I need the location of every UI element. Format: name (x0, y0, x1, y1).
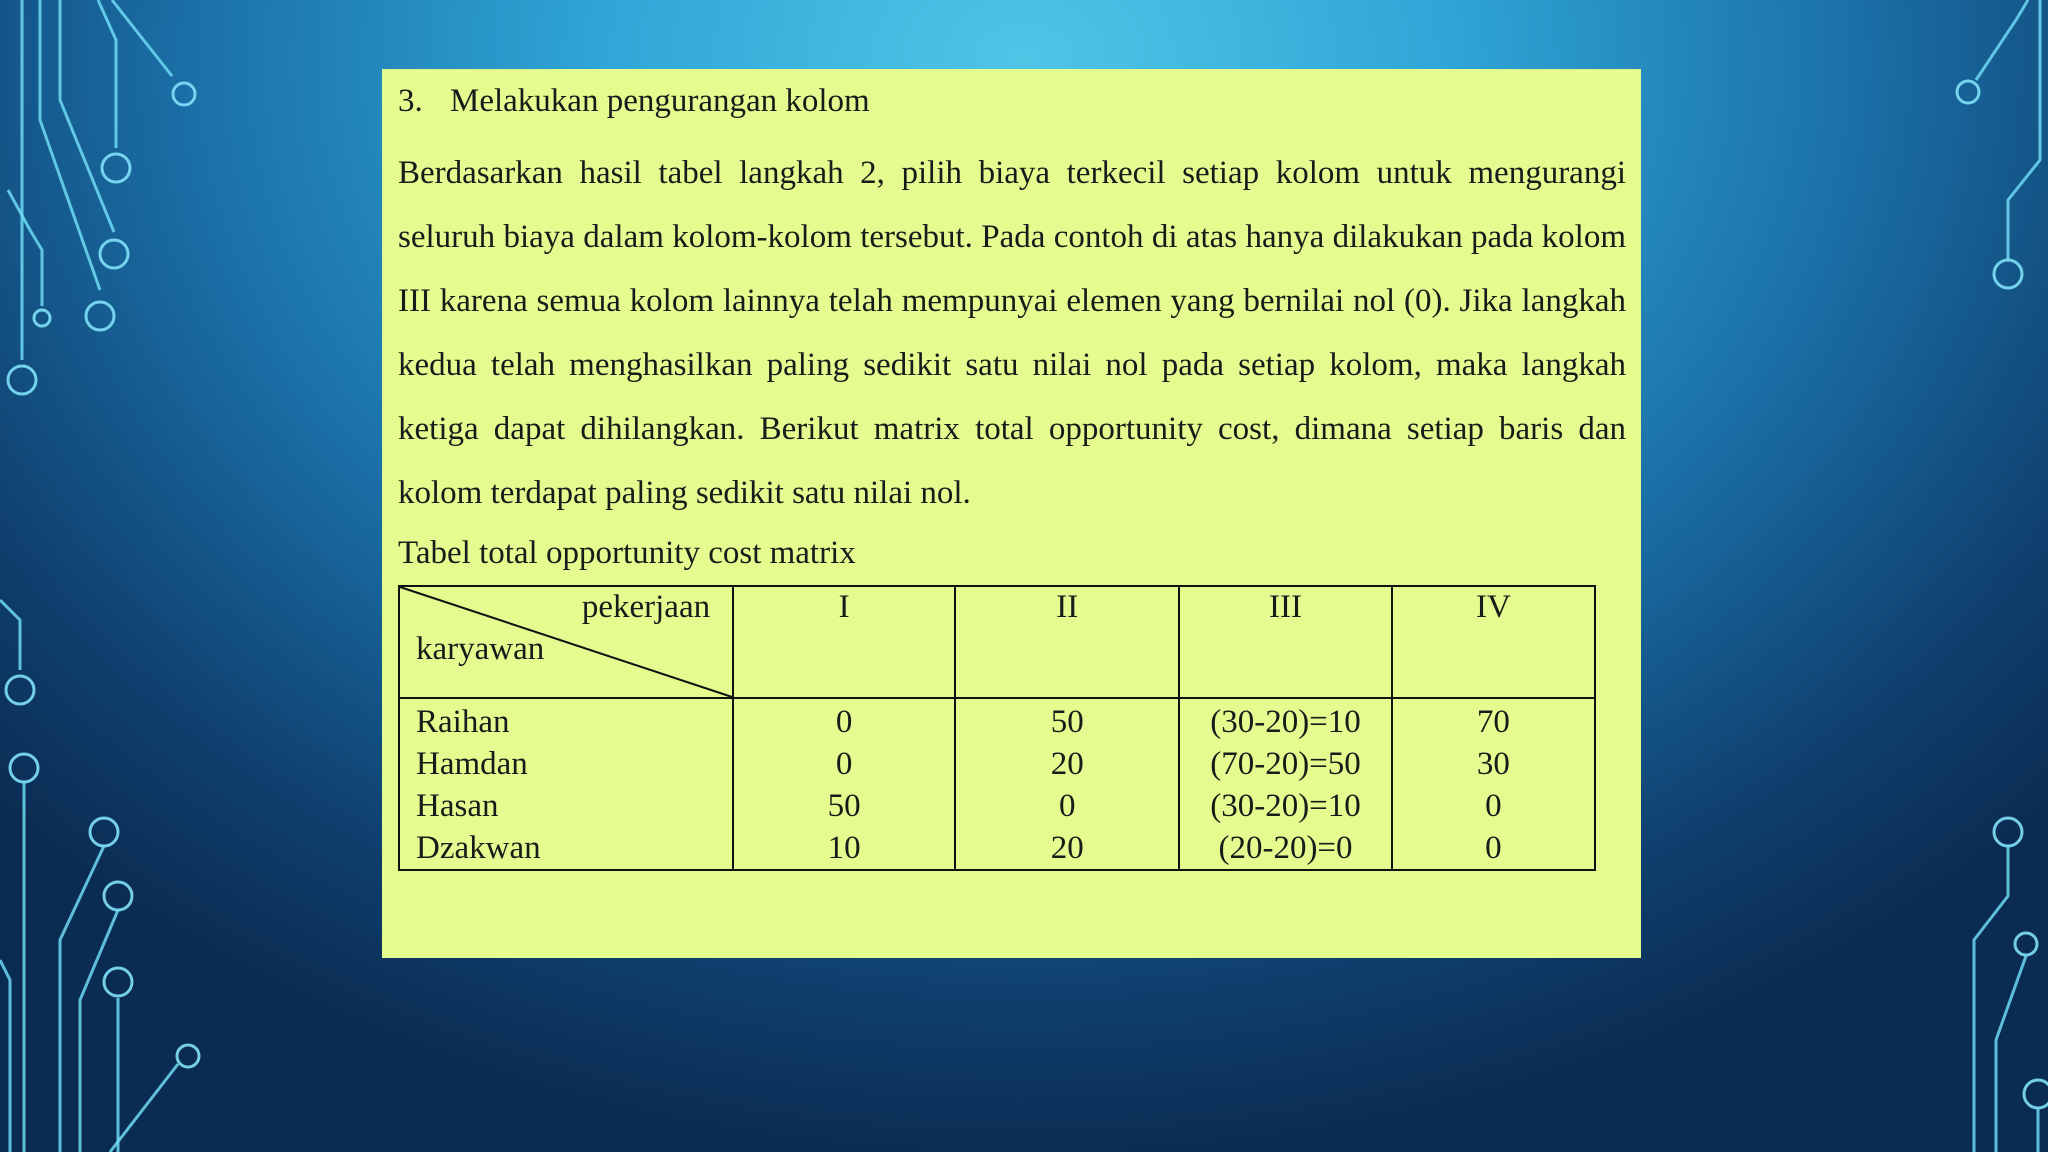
explanation-paragraph: Berdasarkan hasil tabel langkah 2, pilih biaya terkecil setiap kolom untuk mengurangi seluruh biaya dalam kolom-kolom tersebut. Pada contoh di atas hanya dilakukan pada kolom III karena semua kolom lainnya telah mempunyai elemen yang bernilai nol (0). Jika langkah kedua telah menghasilkan paling sedikit satu nilai nol pada setiap kolom, maka langkah ketiga dapat dihilangkan. Berikut matrix total opportunity cost, dimana setiap baris dan kolom terdapat paling sedikit satu nilai nol. (398, 155, 1626, 511)
opportunity-cost-table (398, 585, 1596, 871)
column-header: I (733, 586, 955, 698)
table-cell: (20-20)=0 (1218, 830, 1353, 866)
row-name: Raihan (416, 704, 510, 740)
column-iii-values (1179, 698, 1391, 870)
table-body-row (399, 698, 1595, 870)
corner-header-cell (399, 586, 733, 698)
table-cell: 50 (1050, 704, 1084, 740)
section-title: Melakukan pengurangan kolom (450, 83, 870, 119)
table-cell: 0 (1059, 788, 1076, 824)
table-cell: 70 (1476, 704, 1510, 740)
content-image-panel (382, 69, 1641, 958)
table-caption: Tabel total opportunity cost matrix (398, 535, 856, 571)
table-cell: 0 (1485, 830, 1502, 866)
row-name: Hasan (416, 788, 499, 824)
table-cell: 0 (835, 704, 853, 740)
table-cell: 0 (835, 746, 853, 782)
column-ii-values (955, 698, 1179, 870)
column-iv-values (1392, 698, 1595, 870)
corner-label-karyawan: karyawan (416, 631, 545, 667)
circuit-decoration-left (0, 0, 220, 1152)
column-header: II (955, 586, 1179, 698)
table-cell: (30-20)=10 (1210, 704, 1361, 740)
table-header-row (399, 586, 1595, 698)
table-cell: (30-20)=10 (1210, 788, 1361, 824)
row-name: Hamdan (416, 746, 528, 782)
table-cell: 10 (827, 830, 861, 866)
employee-name-column (399, 698, 733, 870)
circuit-decoration-right (1828, 0, 2048, 1152)
table-cell: 0 (1485, 788, 1502, 824)
table-cell: (70-20)=50 (1210, 746, 1361, 782)
corner-label-pekerjaan: pekerjaan (581, 589, 711, 625)
table-cell: 20 (1050, 746, 1084, 782)
column-header: III (1179, 586, 1391, 698)
table-cell: 30 (1476, 746, 1510, 782)
column-i-values (733, 698, 955, 870)
column-header: IV (1392, 586, 1595, 698)
table-cell: 20 (1050, 830, 1084, 866)
table-cell: 50 (827, 788, 861, 824)
row-name: Dzakwan (416, 830, 541, 866)
section-number: 3. (398, 83, 423, 119)
section-heading (398, 77, 1625, 125)
